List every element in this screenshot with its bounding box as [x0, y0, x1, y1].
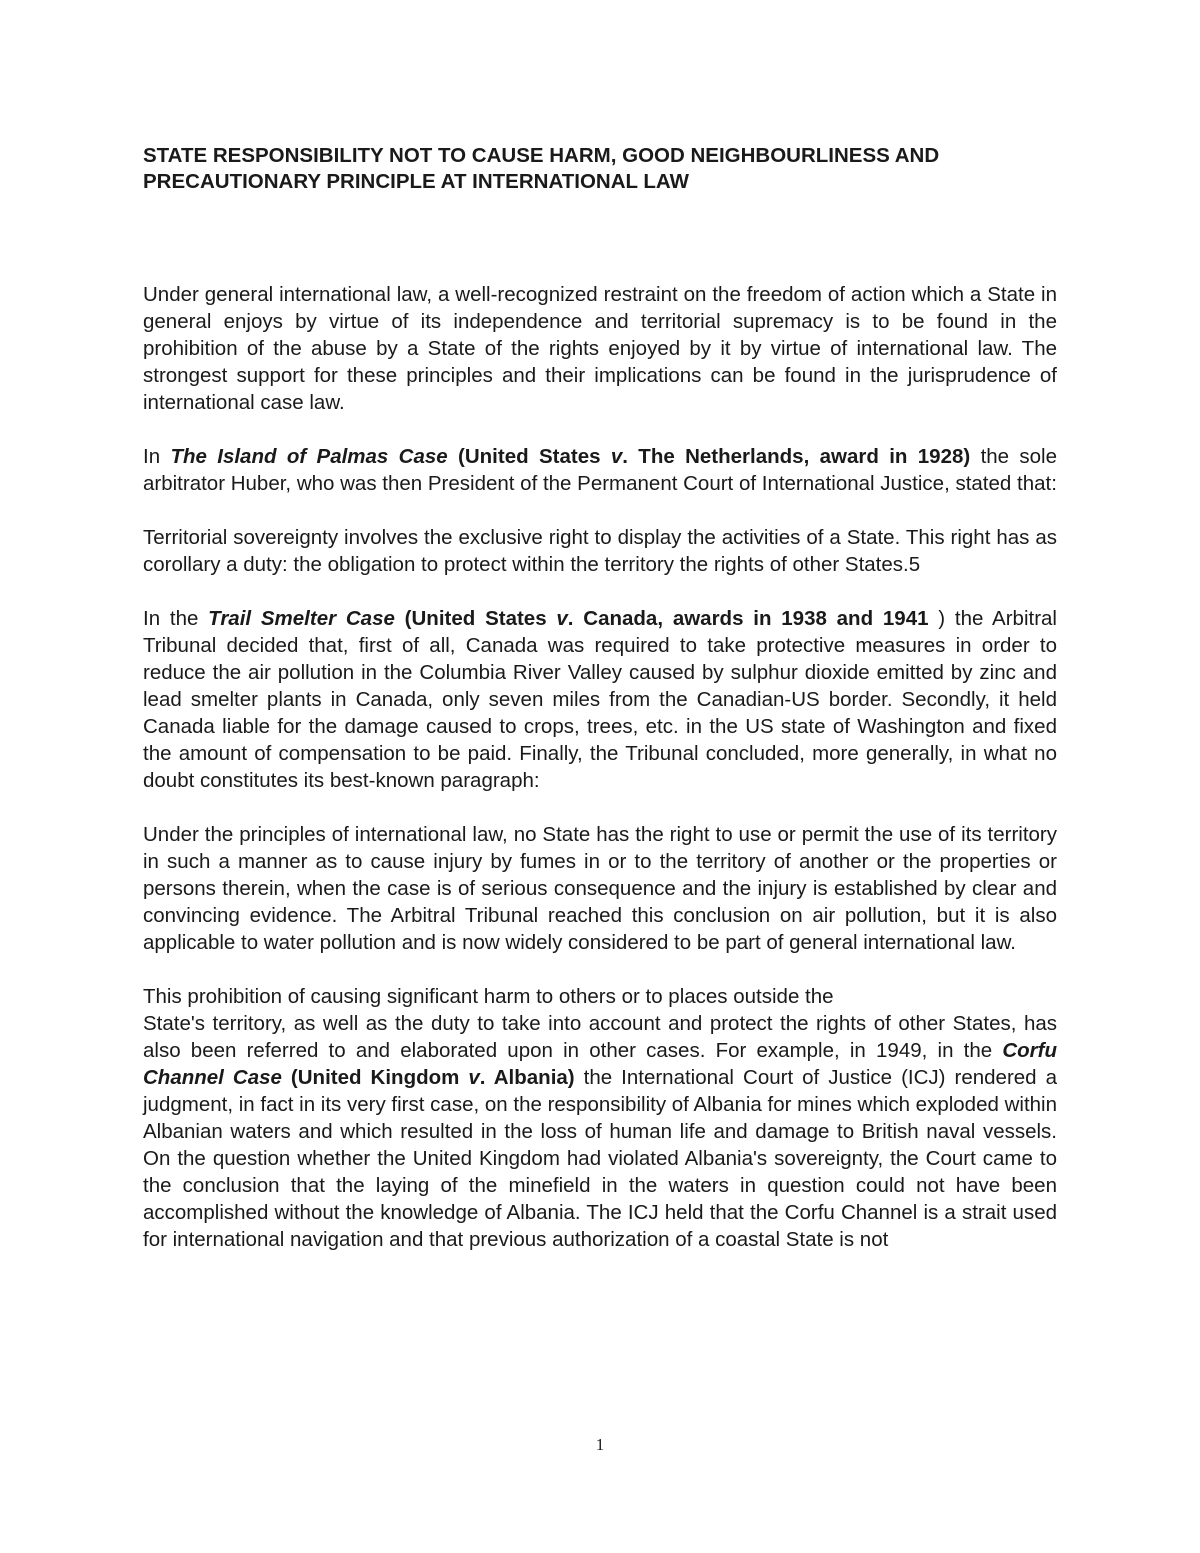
- text-run: State's territory, as well as the duty to take into account and protect the rights of other States, has also been referred to and elaborated upon in other cases. For example, in 1949, in the: [143, 1012, 1057, 1062]
- document-title: STATE RESPONSIBILITY NOT TO CAUSE HARM, GOOD NEIGHBOURLINESS AND PRECAUTIONARY PRINCIPLE AT INTERNATIONAL LAW: [143, 144, 940, 193]
- text-run: the International Court of Justice (ICJ) rendered a judgment, in fact in its very first case, on the responsibility of Albania for mines which exploded within Albanian waters and which resulted in the loss of human life and damage to British naval vessels. On the question whether the United Kingdom had violated Albania's sovereignty, the Court came to the conclusion that the laying of the minefield in the waters in question could not have been accomplished without the knowledge of Albania. The ICJ held that the Corfu Channel is a strait used for international navigation and that previous authorization of a coastal State is not: [143, 1066, 1057, 1251]
- text-run: the sole arbitrator Huber, who was then President of the Permanent Court of International Justice, stated that:: [143, 445, 1058, 495]
- versus-abbrev: v: [556, 607, 568, 630]
- text-run: In: [143, 445, 171, 468]
- text-run: (United Kingdom: [281, 1066, 469, 1089]
- document-page: [143, 143, 1057, 1253]
- versus-abbrev: v: [468, 1066, 480, 1089]
- paragraph-corfu-channel: [143, 1010, 1057, 1253]
- paragraph-trail-smelter: [143, 605, 1057, 794]
- paragraph-trail-smelter-quote: Under the principles of international law, no State has the right to use or permit the use of its territory in such a manner as to cause injury by fumes in or to the territory of another or the properties or persons therein, when the case is of serious consequence and the injury is established by clear and convincing evidence. The Arbitral Tribunal reached this conclusion on air pollution, but it is also applicable to water pollution and is now widely considered to be part of general international law.: [143, 823, 1057, 954]
- versus-abbrev: v: [610, 445, 623, 468]
- case-name-trail-smelter: Trail Smelter Case: [208, 607, 395, 630]
- paragraph-intro: Under general international law, a well-recognized restraint on the freedom of action which a State in general enjoys by virtue of its independence and territorial supremacy is to be found in the prohibition of the abuse by a State of the rights enjoyed by it by virtue of international law. The strongest support for these principles and their implications can be found in the jurisprudence of international case law.: [143, 283, 1057, 414]
- case-name-island-of-palmas: The Island of Palmas Case: [170, 445, 448, 468]
- text-run: In the: [143, 607, 209, 630]
- page-number: 1: [595, 1435, 605, 1454]
- case-name-corfu-channel: Corfu Channel Case: [143, 1039, 1057, 1089]
- text-run: (United States: [447, 445, 611, 468]
- paragraph-corfu-first-line: This prohibition of causing significant harm to others or to places outside the: [143, 985, 834, 1008]
- paragraph-island-of-palmas: [143, 443, 1057, 497]
- text-run: (United States: [394, 607, 557, 630]
- text-run: . Canada, awards in 1938 and 1941: [567, 607, 929, 630]
- text-run: . Albania): [479, 1066, 575, 1089]
- quote-huber: Territorial sovereignty involves the exclusive right to display the activities of a State. This right has as corollary a duty: the obligation to protect within the territory the rights of other States.5: [143, 526, 1057, 576]
- text-run: ) the Arbitral Tribunal decided that, first of all, Canada was required to take protective measures in order to reduce the air pollution in the Columbia River Valley caused by sulphur dioxide emitted by zinc and lead smelter plants in Canada, only seven miles from the Canadian-US border. Secondly, it held Canada liable for the damage caused to crops, trees, etc. in the US state of Washington and fixed the amount of compensation to be paid. Finally, the Tribunal concluded, more generally, in what no doubt constitutes its best-known paragraph:: [143, 607, 1057, 792]
- text-run: . The Netherlands, award in 1928): [622, 445, 971, 468]
